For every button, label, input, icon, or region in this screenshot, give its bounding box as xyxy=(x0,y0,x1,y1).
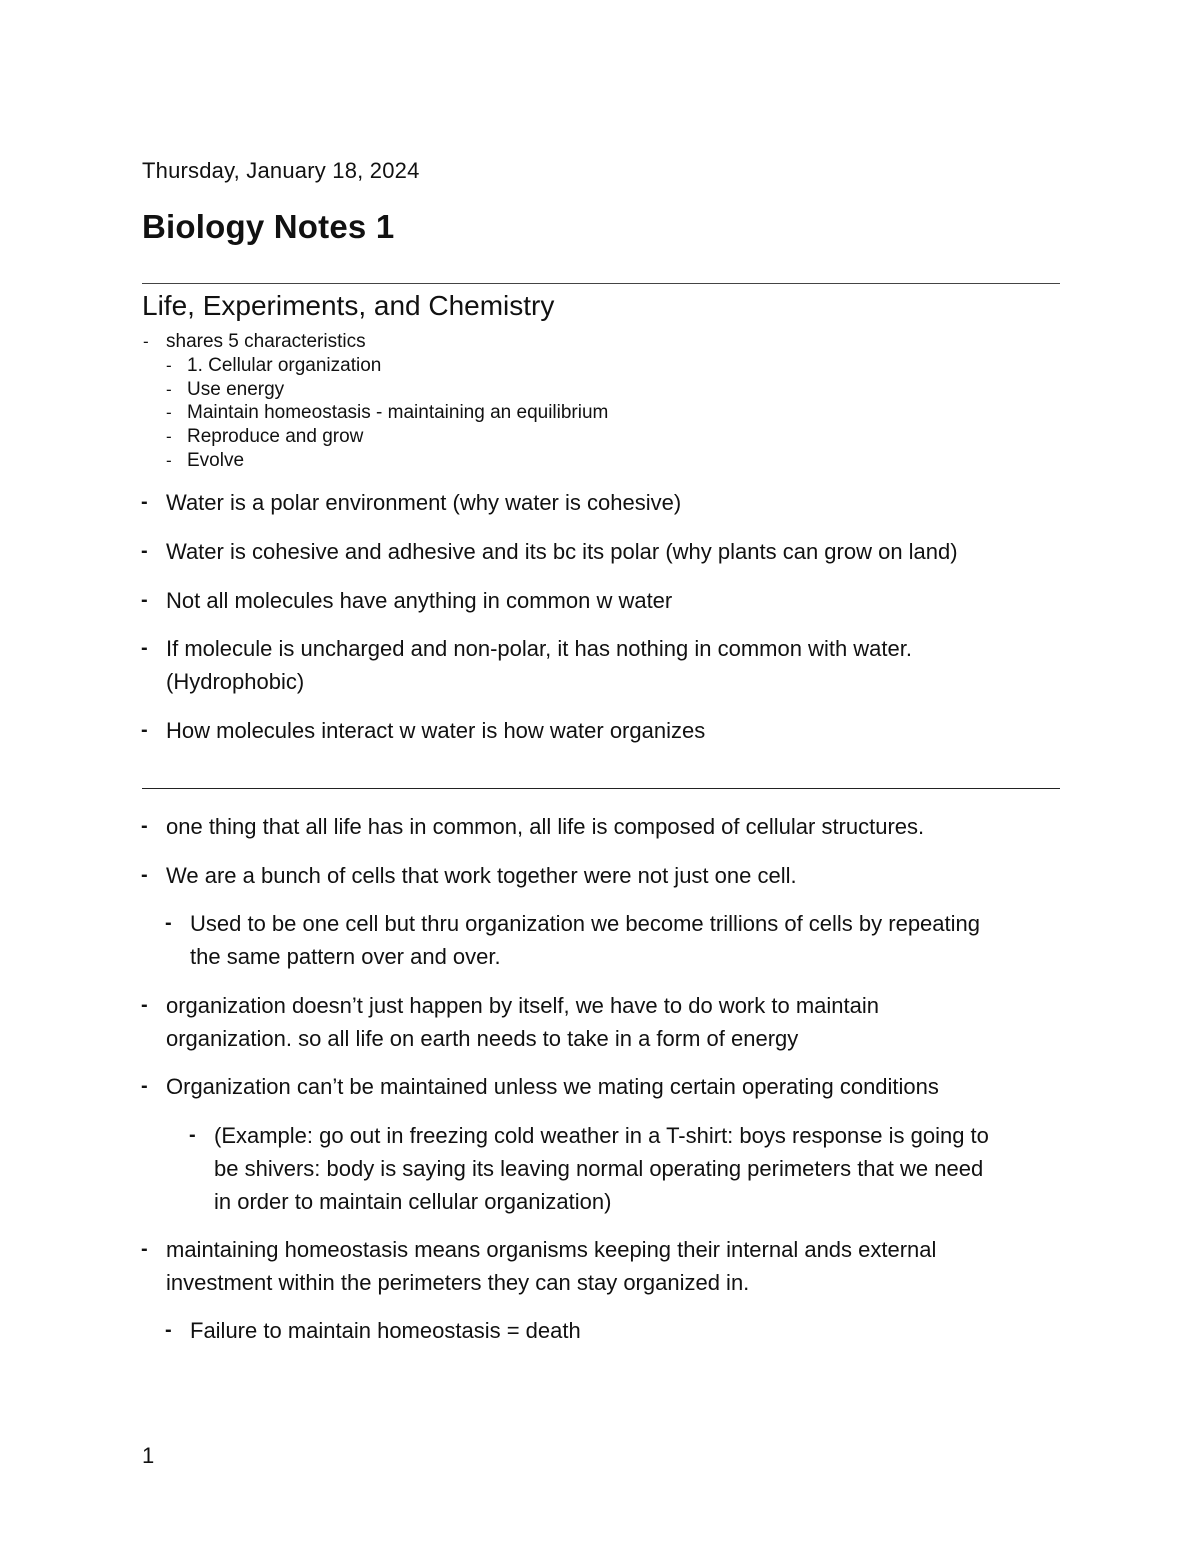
list-item xyxy=(165,1314,581,1347)
bullet-dash: - xyxy=(141,1238,148,1260)
list-item xyxy=(166,354,382,378)
list-item xyxy=(166,401,609,425)
list-item-continuation xyxy=(214,1185,611,1218)
list-item-text: (Hydrophobic) xyxy=(166,669,305,694)
bullet-dash: - xyxy=(166,380,172,399)
list-item xyxy=(141,810,925,843)
list-item xyxy=(141,1233,937,1266)
list-item xyxy=(141,1070,939,1103)
list-item-text: Organization can’t be maintained unless we mating certain operating conditions xyxy=(166,1074,939,1099)
list-item xyxy=(141,989,879,1022)
list-item-text: maintaining homeostasis means organisms keeping their internal ands external xyxy=(166,1237,937,1262)
list-item-text: 1. Cellular organization xyxy=(187,355,382,376)
bullet-dash: - xyxy=(141,491,148,513)
list-item-text: How molecules interact w water is how water organizes xyxy=(166,718,706,743)
bullet-dash: - xyxy=(141,540,148,562)
list-item-continuation xyxy=(166,665,304,698)
list-item xyxy=(141,584,673,617)
list-item-text: Reproduce and grow xyxy=(187,426,364,447)
bullet-dash: - xyxy=(141,815,148,837)
list-item xyxy=(166,425,364,449)
title-divider xyxy=(142,283,1060,284)
list-item-text: organization. so all life on earth needs to take in a form of energy xyxy=(166,1026,799,1051)
list-item xyxy=(141,535,958,568)
list-item-text: organization doesn’t just happen by itself, we have to do work to maintain xyxy=(166,993,879,1018)
list-item-text: one thing that all life has in common, all life is composed of cellular structures. xyxy=(166,814,925,839)
list-item xyxy=(189,1119,989,1152)
bullet-dash: - xyxy=(166,427,172,446)
list-item-continuation xyxy=(166,1022,798,1055)
list-item xyxy=(166,449,245,473)
bullet-dash: - xyxy=(141,637,148,659)
list-item-text: Failure to maintain homeostasis = death xyxy=(190,1318,581,1343)
bullet-dash: - xyxy=(141,864,148,886)
list-item xyxy=(141,714,706,747)
list-item-text: We are a bunch of cells that work together were not just one cell. xyxy=(166,863,797,888)
page-number: 1 xyxy=(142,1443,155,1468)
bullet-dash: - xyxy=(165,1319,172,1341)
list-item-text: Water is cohesive and adhesive and its bc its polar (why plants can grow on land) xyxy=(166,539,958,564)
list-item-continuation xyxy=(190,940,501,973)
bullet-dash: - xyxy=(189,1124,196,1146)
list-item-text: be shivers: body is saying its leaving normal operating perimeters that we need xyxy=(214,1156,984,1181)
bullet-dash: - xyxy=(166,403,172,422)
section-divider xyxy=(142,788,1060,789)
list-item-text: Evolve xyxy=(187,450,245,471)
bullet-dash: - xyxy=(165,912,172,934)
note-title: Biology Notes 1 xyxy=(142,208,395,245)
list-item xyxy=(141,486,682,519)
bullet-dash: - xyxy=(166,356,172,375)
list-item-continuation xyxy=(214,1152,983,1185)
list-item-text: Use energy xyxy=(187,379,285,400)
list-item xyxy=(141,632,912,665)
list-item-text: Used to be one cell but thru organization we become trillions of cells by repeating xyxy=(190,911,981,936)
list-item xyxy=(165,907,981,940)
bullet-dash: - xyxy=(141,1075,148,1097)
list-item-text: Water is a polar environment (why water is cohesive) xyxy=(166,490,682,515)
list-item-text: in order to maintain cellular organization) xyxy=(214,1189,612,1214)
bullet-dash: - xyxy=(141,719,148,741)
list-item-text: If molecule is uncharged and non-polar, it has nothing in common with water. xyxy=(166,636,912,661)
list-item-text: Not all molecules have anything in common w water xyxy=(166,588,673,613)
section-heading: Life, Experiments, and Chemistry xyxy=(142,290,555,321)
list-item-text: shares 5 characteristics xyxy=(166,331,366,352)
note-date: Thursday, January 18, 2024 xyxy=(142,158,420,183)
list-item xyxy=(143,330,366,354)
bullet-dash: - xyxy=(143,332,149,351)
bullet-dash: - xyxy=(141,589,148,611)
list-item-text: (Example: go out in freezing cold weather in a T-shirt: boys response is going to xyxy=(214,1123,989,1148)
bullet-dash: - xyxy=(141,994,148,1016)
list-item-continuation xyxy=(166,1266,749,1299)
list-item xyxy=(141,859,797,892)
list-item-text: investment within the perimeters they can stay organized in. xyxy=(166,1270,750,1295)
bullet-dash: - xyxy=(166,451,172,470)
list-item-text: Maintain homeostasis - maintaining an equilibrium xyxy=(187,402,609,423)
list-item xyxy=(166,378,285,402)
list-item-text: the same pattern over and over. xyxy=(190,944,501,969)
